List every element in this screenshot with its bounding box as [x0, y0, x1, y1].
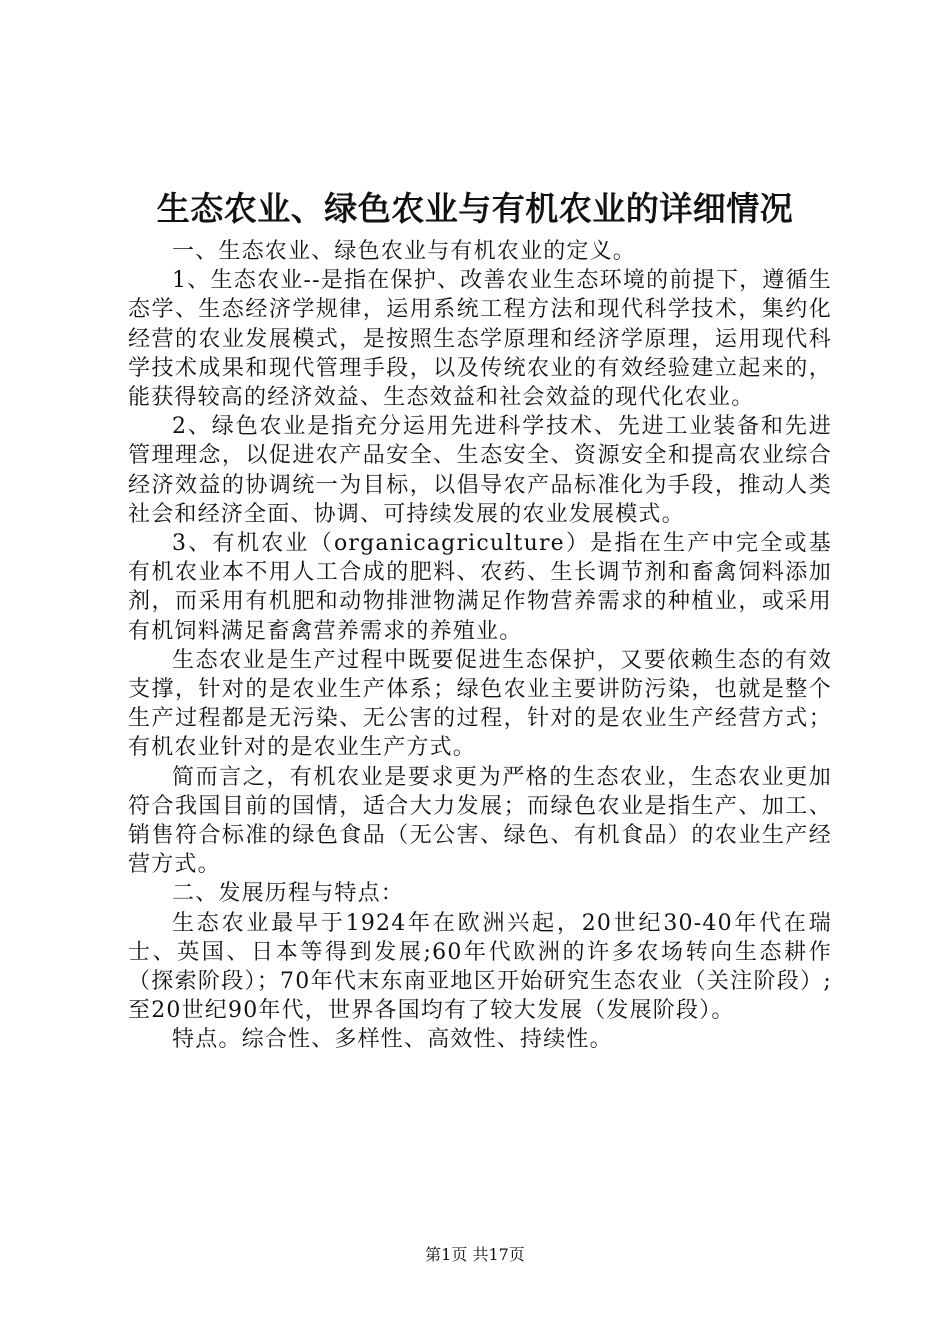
document-body [128, 237, 832, 1055]
document-title: 生态农业、绿色农业与有机农业的详细情况 [156, 189, 794, 228]
paragraph-green-agriculture: 2、绿色农业是指充分运用先进科学技术、先进工业装备和先进管理理念，以促进农产品安全、生态安全、资源安全和提高农业综合经济效益的协调统一为目标，以倡导农产品标准化为手段，推动人类社会和经济全面、协调、可持续发展的农业发展模式。 [128, 414, 832, 527]
paragraph-features: 特点。综合性、多样性、高效性、持续性。 [172, 1027, 613, 1053]
paragraph-ecological-agriculture: 1、生态农业--是指在保护、改善农业生态环境的前提下，遵循生态学、生态经济学规律，运用系统工程方法和现代科学技术，集约化经营的农业发展模式，是按照生态学原理和经济学原理，运用现代科学技术成果和现代管理手段，以及传统农业的有效经验建立起来的，能获得较高的经济效益、生态效益和社会效益的现代化农业。 [128, 268, 832, 411]
paragraph-history: 生态农业最早于1924年在欧洲兴起，20世纪30-40年代在瑞士、英国、日本等得到发展;60年代欧洲的许多农场转向生态耕作（探索阶段）；70年代末东南亚地区开始研究生态农业（关注阶段）;至20世纪90年代，世界各国均有了较大发展（发展阶段）。 [128, 910, 832, 1024]
section-heading-history: 二、发展历程与特点： [172, 881, 405, 907]
page-footer: 第1页 共17页 [425, 1245, 525, 1264]
paragraph-summary: 简而言之，有机农业是要求更为严格的生态农业，生态农业更加符合我国目前的国情，适合大力发展；而绿色农业是指生产、加工、销售符合标准的绿色食品（无公害、绿色、有机食品）的农业生产经营方式。 [128, 764, 832, 878]
paragraph-organic-agriculture: 3、有机农业（organicagriculture）是指在生产中完全或基有机农业本不用人工合成的肥料、农药、生长调节剂和畜禽饲料添加剂，而采用有机肥和动物排泄物满足作物营养需求的种植业，或采用有机饲料满足畜禽营养需求的养殖业。 [128, 531, 832, 644]
paragraph-comparison: 生态农业是生产过程中既要促进生态保护，又要依赖生态的有效支撑，针对的是农业生产体系；绿色农业主要讲防污染，也就是整个生产过程都是无污染、无公害的过程，针对的是农业生产经营方式；有机农业针对的是农业生产方式。 [128, 647, 832, 761]
section-heading-definitions: 一、生态农业、绿色农业与有机农业的定义。 [172, 239, 637, 264]
